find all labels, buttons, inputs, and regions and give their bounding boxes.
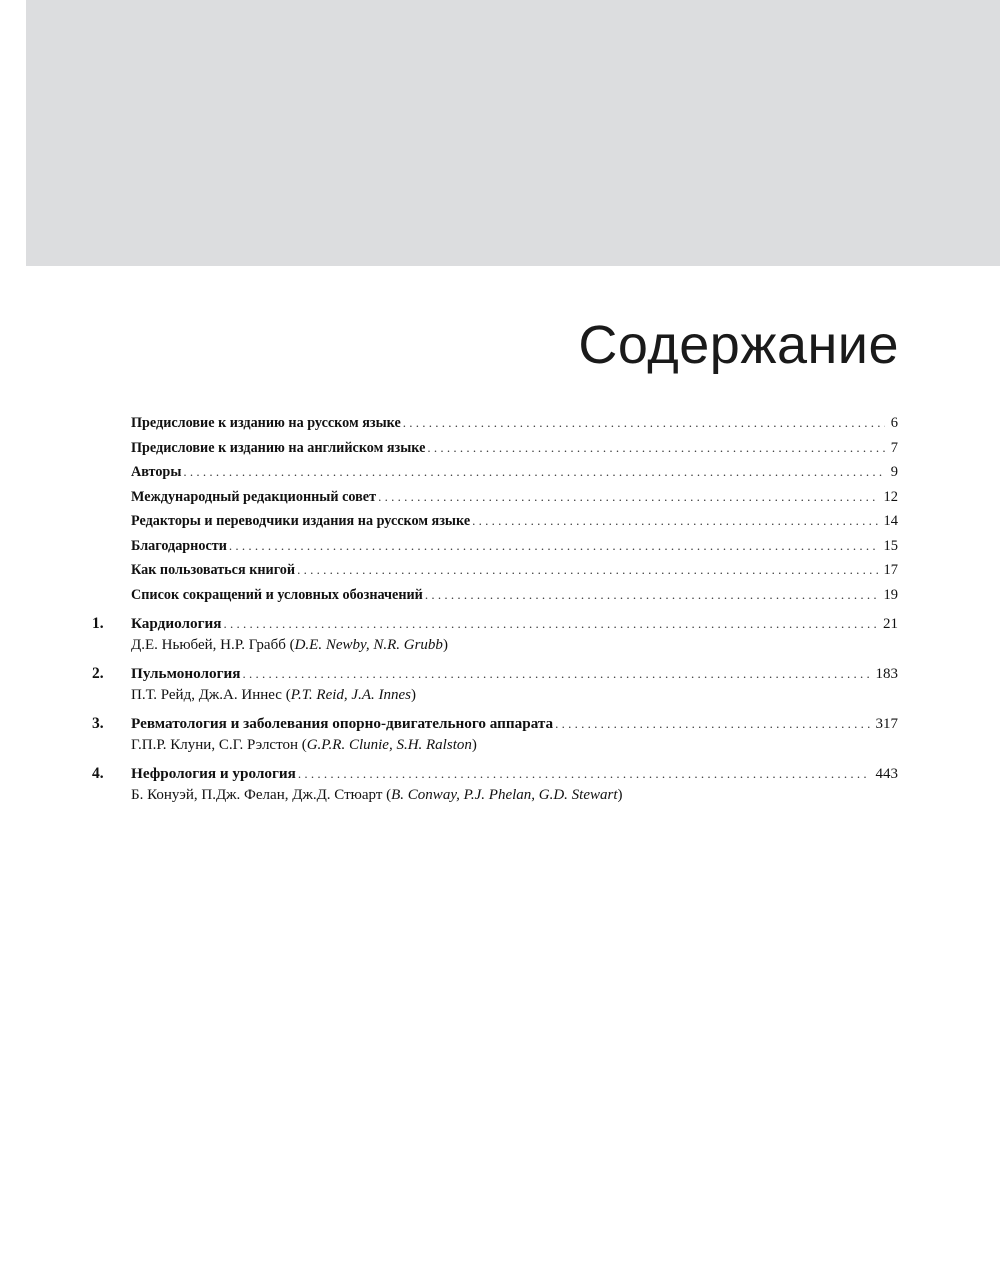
toc-entry-page: 7: [890, 439, 898, 456]
toc-entry[interactable]: [92, 535, 898, 560]
chapter-number: 1.: [92, 615, 104, 632]
toc-entry-title: Международный редакционный совет: [131, 488, 377, 505]
dot-leader: [229, 535, 878, 557]
toc-entry-page: 15: [883, 537, 898, 554]
dot-leader: [403, 412, 885, 434]
authors-ru: Г.П.Р. Клуни, С.Г. Рэлстон (: [131, 737, 307, 753]
toc-entry-page: 17: [883, 562, 898, 578]
toc-chapter[interactable]: [92, 663, 898, 711]
toc-entry-title: Предисловие к изданию на русском языке: [131, 415, 401, 431]
table-of-contents: [92, 412, 898, 811]
chapter-title: Кардиология: [131, 615, 222, 632]
toc-entry-page: 9: [890, 464, 898, 480]
dot-leader: [555, 713, 869, 735]
chapter-page: 21: [883, 616, 898, 632]
toc-entry-page: 14: [883, 513, 898, 529]
page-title: Содержание: [578, 315, 899, 375]
dot-leader: [378, 486, 877, 508]
chapter-title: Ревматология и заболевания опорно-двигательного аппарата: [131, 715, 554, 732]
chapter-number: 3.: [92, 715, 104, 732]
toc-entry-title: Редакторы и переводчики издания на русском языке: [131, 513, 471, 529]
toc-entry[interactable]: [92, 559, 898, 584]
toc-entry[interactable]: [92, 437, 898, 462]
authors-ru: Д.Е. Ньюбей, Н.Р. Грабб (: [131, 637, 295, 653]
toc-entry[interactable]: [92, 510, 898, 535]
chapter-number: 4.: [92, 765, 104, 782]
dot-leader: [425, 584, 878, 606]
authors-en: G.P.R. Clunie, S.H. Ralston: [306, 737, 472, 753]
authors-close: ): [471, 737, 477, 753]
chapter-authors: [131, 785, 898, 805]
chapter-title: Пульмонология: [131, 665, 241, 682]
chapter-authors: [131, 685, 898, 705]
toc-chapter[interactable]: [92, 713, 898, 761]
chapter-page: 443: [875, 766, 898, 782]
dot-leader: [298, 763, 870, 785]
toc-entry[interactable]: [92, 461, 898, 486]
toc-entry[interactable]: [92, 412, 898, 437]
dot-leader: [472, 510, 877, 532]
authors-en: B. Conway, P.J. Phelan, G.D. Stewart: [391, 787, 618, 803]
toc-chapter[interactable]: [92, 763, 898, 811]
chapter-authors: [131, 735, 898, 755]
toc-entry-page: 6: [890, 415, 898, 431]
toc-entry-title: Предисловие к изданию на английском языке: [131, 439, 426, 456]
chapter-number: 2.: [92, 665, 104, 682]
authors-ru: П.Т. Рейд, Дж.А. Иннес (: [131, 687, 291, 703]
toc-entry-title: Благодарности: [131, 537, 227, 554]
chapter-title: Нефрология и урология: [131, 765, 296, 782]
toc-entry-title: Как пользоваться книгой: [131, 562, 296, 578]
chapter-page: 183: [875, 666, 898, 682]
authors-en: P.T. Reid, J.A. Innes: [290, 687, 411, 703]
authors-close: ): [410, 687, 416, 703]
authors-ru: Б. Конуэй, П.Дж. Фелан, Дж.Д. Стюарт (: [131, 787, 392, 803]
authors-close: ): [617, 787, 623, 803]
toc-entry-title: Авторы: [131, 464, 182, 480]
dot-leader: [223, 613, 877, 635]
chapter-authors: [131, 635, 898, 655]
authors-close: ): [442, 637, 448, 653]
toc-entry[interactable]: [92, 584, 898, 609]
toc-entry-page: 12: [883, 488, 898, 505]
toc-entry[interactable]: [92, 486, 898, 511]
dot-leader: [183, 461, 884, 483]
toc-entry-page: 19: [883, 586, 898, 603]
toc-entry-title: Список сокращений и условных обозначений: [131, 586, 423, 603]
dot-leader: [427, 437, 884, 459]
chapter-page: 317: [875, 716, 898, 732]
toc-chapter[interactable]: [92, 613, 898, 661]
dot-leader: [297, 559, 877, 581]
dot-leader: [242, 663, 869, 685]
authors-en: D.E. Newby, N.R. Grubb: [294, 637, 443, 653]
header-band: [26, 0, 1000, 266]
